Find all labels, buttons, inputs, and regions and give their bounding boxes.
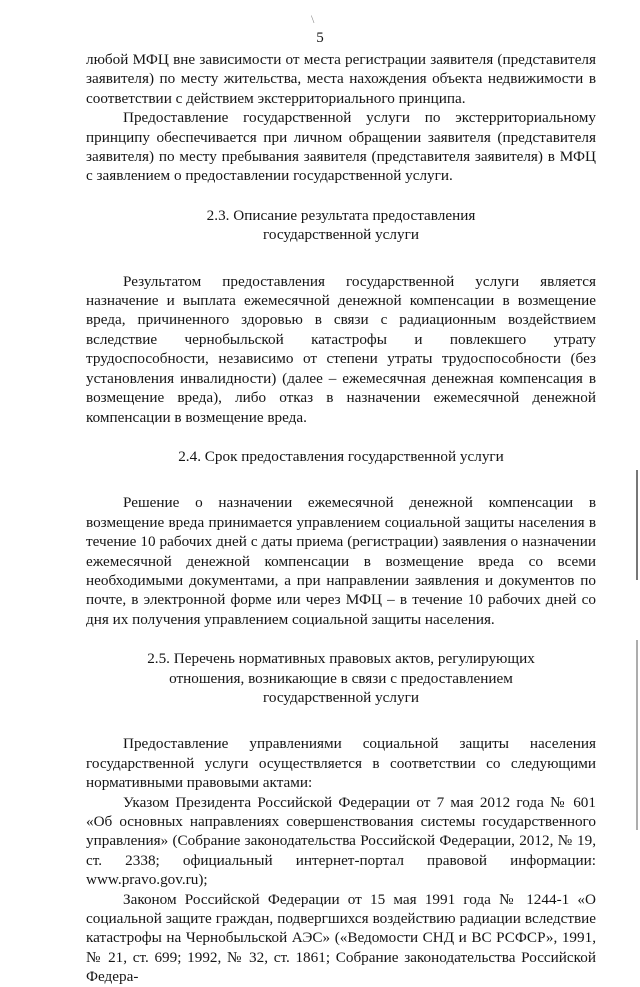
- section-heading-2-5: [86, 649, 596, 707]
- legal-act-item: Законом Российской Федерации от 15 мая 1991 года № 1244-1 «О социальной защите граждан, подвергшихся воздействию радиации вследствие катастрофы на Чернобыльской АЭС» («Ведомости СНД и ВС РСФСР», 1991, № 21, ст. 699; 1992, № 32, ст. 1861; Собрание законодательства Российской Федера-: [86, 890, 596, 986]
- scan-edge-line: [636, 470, 638, 580]
- heading-line: 2.4. Срок предоставления государственной услуги: [178, 447, 504, 465]
- document-body: [86, 50, 596, 987]
- page-number: 5: [316, 30, 324, 46]
- heading-line: государственной услуги: [263, 226, 419, 244]
- scan-edge-line: [636, 640, 638, 830]
- heading-line: государственной услуги: [263, 688, 419, 706]
- section-heading-2-4: [86, 447, 596, 466]
- paragraph: Предоставление управлениями социальной защиты населения государственной услуги осуществляется в соответствии со следующими нормативными правовыми актами:: [86, 735, 596, 792]
- heading-line: 2.3. Описание результата предоставления: [206, 206, 476, 224]
- paragraph: любой МФЦ вне зависимости от места регистрации заявителя (представителя заявителя) по месту жительства, места нахождения объекта недвижимости в соответствии с действием экстерриториального принципа.: [86, 51, 596, 107]
- legal-act-item: Указом Президента Российской Федерации от 7 мая 2012 года № 601 «Об основных направлениях совершенствования системы государственного управления» (Собрание законодательства Российской Федерации, 2012, № 19, ст. 2338; официальный интернет-портал правовой информации: www.pravo.gov.ru);: [86, 793, 596, 889]
- heading-line: 2.5. Перечень нормативных правовых актов, регулирующих: [147, 650, 535, 668]
- paragraph: Предоставление государственной услуги по экстерриториальному принципу обеспечивается при личном обращении заявителя (представителя заявителя) по месту пребывания заявителя (представителя заявителя) в МФЦ с заявлением о предоставлении государственной услуги.: [86, 109, 596, 185]
- scan-mark: \: [311, 12, 315, 26]
- section-heading-2-3: [86, 206, 596, 245]
- paragraph: Результатом предоставления государственной услуги является назначение и выплата ежемесячной денежной компенсации в возмещение вреда, причиненного здоровью в связи с радиационным воздействием вследствие чернобыльской катастрофы и повлекшего утрату трудоспособности, независимо от степени утраты трудоспособности (без установления инвалидности) (далее – ежемесячная денежная компенсация в возмещение вреда), либо отказ в назначении ежемесячной денежной компенсации в возмещение вреда.: [86, 272, 596, 426]
- heading-line: отношения, возникающие в связи с предоставлением: [169, 669, 513, 687]
- paragraph: Решение о назначении ежемесячной денежной компенсации в возмещение вреда принимается управлением социальной защиты населения в течение 10 рабочих дней с даты приема (регистрации) заявления о назначении ежемесячной денежной компенсации в возмещение вреда со всеми необходимыми документами, а при направлении заявления и документов по почте, в электронной форме или через МФЦ – в течение 10 рабочих дней со дня их получения управлением социальной защиты населения.: [86, 494, 596, 628]
